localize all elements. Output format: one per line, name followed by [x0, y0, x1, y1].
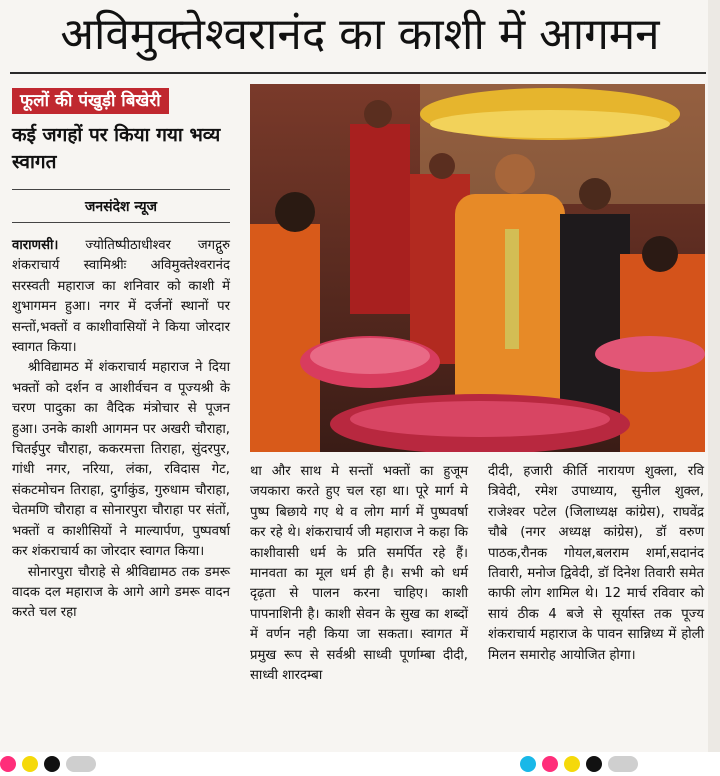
paragraph [12, 236, 230, 358]
registration-mark-magenta [0, 756, 16, 772]
article-column-2 [250, 462, 468, 686]
registration-mark-black [44, 756, 60, 772]
page-edge-shadow [708, 0, 720, 752]
registration-mark-yellow [564, 756, 580, 772]
registration-mark-yellow [22, 756, 38, 772]
registration-mark-black [586, 756, 602, 772]
headline: अविमुक्तेश्वरानंद का काशी में आगमन [60, 9, 660, 60]
paragraph: था और साथ मे सन्तों भक्तों का हुजूम जयकारा करते हुए चल रहा था। पूरे मार्ग मे पुष्प बिछाये गए थे व लोग मार्ग में पुष्पवर्षा कर रहे थे। शंकराचार्य जी महाराज ने कहा कि काशीवासी धर्म के प्रति समर्पित रहे हैं। मानवता का मूल धर्म ही है। सभी को धर्म दृढ़ता से पालन करना चाहिए। काशी पापनाशिनी है। काशी सेवन के सुख का शब्दों में वर्णन नही किया जा सकता। स्वागत में प्रमुख रूप से सर्वश्री साध्वी पूर्णाम्बा दीदी, साध्वी शारदम्बा [250, 464, 468, 684]
byline: जनसंदेश न्यूज [84, 199, 158, 215]
registration-mark-cyan [520, 756, 536, 772]
registration-mark-magenta [542, 756, 558, 772]
headline-rule [10, 72, 706, 74]
photo-illustration [250, 84, 705, 452]
registration-mark-grey [66, 756, 96, 772]
subheadline: कई जगहों पर किया गया भव्य स्वागत [12, 124, 221, 173]
subhead-rule [12, 189, 230, 190]
byline-rule [12, 222, 230, 223]
article-column-1 [12, 236, 230, 624]
paragraph: दीदी, हजारी कीर्ति नारायण शुक्ला, रवि त्रिवेदी, रमेश उपाध्याय, सुनील शुक्ल, राजेश्वर पटेल (जिलाध्यक्ष कांग्रेस), राघवेंद्र चौबे (नगर अध्यक्ष कांग्रेस), डॉ वरुण पाठक,रौनक गोयल,बलराम शर्मा,सदानंद तिवारी, मनोज द्विवेदी, डॉ दिनेश तिवारी समेत काफी लोग शामिल थे। 12 मार्च रविवार को सायं ठीक 4 बजे से सूर्यास्त तक पूज्य शंकराचार्य महाराज के पावन सान्निध्य में होली मिलन समारोह आयोजित होगा। [488, 464, 704, 663]
kicker-label: फूलों की पंखुड़ी बिखेरी [12, 88, 169, 114]
dateline: वाराणसी। [12, 238, 59, 253]
registration-mark-grey [608, 756, 638, 772]
paragraph: श्रीविद्यामठ में शंकराचार्य महाराज ने दिया भक्तों को दर्शन व आशीर्वचन व पूज्यश्री के चरण पादुका का वैदिक मंत्रोचार से पूजन हुआ। उनके काशी आगमन पर अखरी चौराहा, चितईपुर चौराहा, ककरमत्ता तिराहा, सुंदरपुर, गांधी नगर, नरिया, लंका, रविदास गेट, संकटमोचन तिराहा, दुर्गाकुंड, गुरुधाम चौराहा, चेतमणि चौराहा व सोनारपुरा चौराहा पर संतों, भक्तों व काशीसियों ने माल्यार्पण, पुष्पवर्षा कर शंकराचार्य का जोरदार स्वागत किया। [12, 360, 230, 560]
news-photo [250, 84, 705, 452]
paragraph-text: ज्योतिष्पीठाधीश्वर जगद्गुरु शंकराचार्य स्वामिश्रीः अविमुक्तेश्वरानंद सरस्वती महाराज का शनिवार को काशी में शुभागमन हुआ। नगर में दर्जनों स्थानों पर सन्तों,भक्तों व काशीवासियों ने किया जोरदार स्वागत किया। [12, 238, 230, 356]
paragraph: सोनारपुरा चौराहे से श्रीविद्यामठ तक डमरू वादक दल महाराज के आगे आगे डमरू वादन करते चल रहा [12, 564, 230, 621]
article-column-3 [488, 462, 704, 666]
